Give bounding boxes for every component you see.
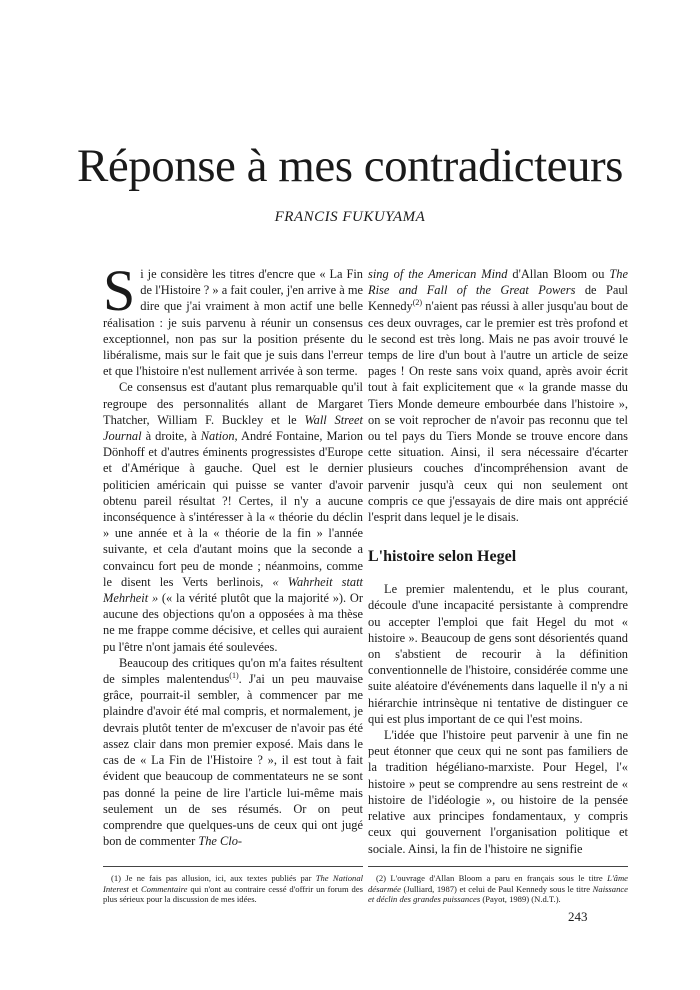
footnote-text (103, 873, 363, 905)
paragraph-consensus (103, 379, 363, 654)
italic-title: Nation, (200, 429, 238, 444)
paragraph-critiques (103, 655, 363, 849)
text-run: à droite, à (141, 429, 201, 444)
text-run: et (128, 883, 141, 894)
right-column (368, 266, 628, 857)
text-run: (2) L'ouvrage d'Allan Bloom a paru en français sous le titre (376, 873, 608, 883)
paragraph-malentendu: Le premier malentendu, et le plus courant, découle d'une incapacité persistante à comprendre ou accepter l'emploi que fait Hegel du mot « histoire ». Beaucoup de gens sont désorientés quand on s'abstient de recourir à la définition conventionnelle de l'histoire, considérée comme une suite aléatoire d'événements dans laquelle il n'y a ni hiérarchie intrinsèque ni tentative de distinguer ce qui est plus important de ce qui l'est moins. (368, 582, 628, 726)
footnote-2 (368, 866, 628, 905)
text-run: qui n'ont au contraire cessé d'offrir un forum des plus sérieux pour la discussion de mes idées. (103, 883, 364, 905)
footnote-1 (103, 866, 363, 905)
drop-cap: S (103, 258, 136, 323)
text-run: Beaucoup des critiques qu'on m'a faites résultent de simples malentendus (103, 655, 363, 687)
left-column (103, 258, 364, 849)
text-run: de Paul Kennedy (368, 283, 628, 314)
italic-title: Naissance et déclin des grandes puissances (368, 883, 628, 905)
italic-title: Wall Street Journal (103, 412, 363, 444)
text-run: (1) Je ne fais pas allusion, ici, aux textes publiés par (111, 873, 316, 883)
paragraph-text: i je considère les titres d'encre que « La Fin de l'Histoire ? » a fait couler, j'en arrive à me dire que j'ai vraiment à mon actif une belle réalisation : je suis parvenu à réunir un consensus exceptionnel, non pas sur la position présente du libéralisme, mais sur le fait que je suis dans l'erreur et que l'histoire n'est nullement arrivée à son terme. (103, 267, 363, 379)
paragraph-hegel: L'idée que l'histoire peut parvenir à une fin ne peut étonner que ceux qui ne sont pas familiers de la tradition hégéliano-marxiste. Pour Hegel, l'« histoire » peut se comprendre au sens restreint de « histoire de l'idéologie », ou histoire de la pensée relative aux principes fondamentaux, y compris ceux qui gouvernent l'organisation politique et sociale. Ainsi, la fin de l'histoire ne signifie (368, 728, 628, 856)
footnote-ref: (1) (229, 670, 239, 680)
text-run: (Julliard, 1987) et celui de Paul Kennedy sous le titre (400, 883, 593, 894)
text-run: d'Allan Bloom ou (507, 267, 610, 281)
italic-title: L'âme désarmée (368, 873, 628, 894)
italic-quote: « Wahrheit statt Mehrheit » (103, 574, 363, 606)
italic-title: Commentaire (140, 883, 188, 894)
footnote-ref: (2) (412, 298, 423, 308)
page-number: 243 (568, 909, 588, 924)
article-author: FRANCIS FUKUYAMA (274, 209, 426, 225)
italic-title: The Rise and Fall of the Great Powers (368, 267, 628, 298)
italic-title: The National Interest (103, 873, 364, 894)
text-run: André Fontaine, Marion Dönhoff et d'autres éminents progressistes d'Europe et d'Amérique à gauche. Quel est le dernier politicien américain qui puisse se vanter d'avoir obtenu pareil résultat ?! Certes, il n'y a aucune inconséquence à s'intéresser à la « théorie du déclin » une année et à la « théorie de la fin » l'année suivante, et cela d'autant moins que la seconde a convaincu fort peu de monde ; néanmoins, comme le disent les Verts berlinois, (103, 429, 364, 589)
paragraph-continued (368, 266, 628, 525)
paragraph-intro (103, 258, 363, 379)
text-run: n'aient pas réussi à aller jusqu'au bout de ces deux ouvrages, car le premier est très profond et le second est très long. Mais ne pas avoir trouvé le temps de lire d'un bout à l'autre un article de seize pages ! On reste sans voix quand, après avoir écrit tout à fait explicitement que « la grande masse du Tiers Monde demeure embourbée dans l'histoire », on se voit reprocher de n'avoir pas reconnu que tel ou tel pays du Tiers Monde se trouve encore dans cette situation. Ainsi, il sera nécessaire d'écarter plusieurs couches d'incompréhension avant de parvenir jusqu'à ceux qui non seulement ont compris ce que j'essayais de dire mais ont apprécié l'esprit dans lequel je le disais. (368, 299, 628, 525)
text-run: Ce consensus est d'autant plus remarquable qu'il regroupe des personnalités allant de Margaret Thatcher, William F. Buckley et le (103, 380, 363, 427)
text-run: (Payot, 1989) (N.d.T.). (480, 894, 561, 905)
text-run: (« la vérité plutôt que la majorité »). Or aucune des objections qu'on a opposées à ma thèse ne me frappe comme décisive, et celles qui auraient pu l'être n'ont jamais été soulevées. (103, 591, 363, 654)
italic-title: The Clo- (198, 834, 243, 849)
italic-title: sing of the American Mind (368, 267, 508, 281)
footnote-text (368, 873, 628, 905)
text-run: . J'ai un peu mauvaise grâce, pourrait-il sembler, à commencer par me plaindre d'avoir été mal compris, et normalement, je devrais plutôt tenter de m'excuser de n'avoir pas été assez clair dans mon premier exposé. Mais dans le cas de « La Fin de l'Histoire ? », il est tout à fait évident que beaucoup de commentateurs ne se sont pas donné la peine de lire l'article lui-même mais seulement un de ses résumés. Or on peut comprendre que quelques-uns de ceux qui ont jugé bon de commenter (103, 672, 363, 849)
article-title: Réponse à mes contradicteurs (77, 140, 623, 192)
section-heading: L'histoire selon Hegel (368, 548, 517, 566)
